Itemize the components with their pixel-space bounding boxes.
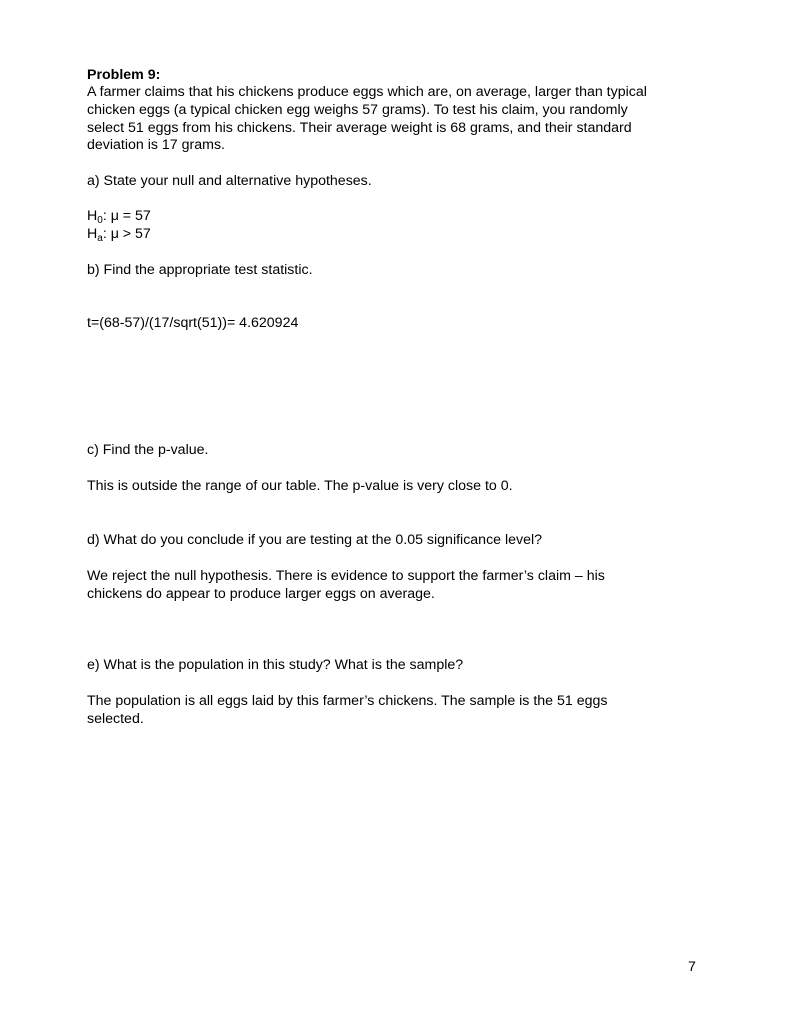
part-d-answer-line-2: chickens do appear to produce larger eggs on average.	[87, 586, 435, 602]
alternative-hypothesis-subscript: a	[97, 233, 103, 244]
part-b-answer: t=(68-57)/(17/sqrt(51))= 4.620924	[87, 315, 299, 331]
problem-intro-line-4: deviation is 17 grams.	[87, 137, 226, 153]
null-hypothesis-symbol: H	[87, 208, 98, 224]
part-a-question: a) State your null and alternative hypotheses.	[87, 173, 372, 189]
part-e-answer-line-2: selected.	[87, 711, 144, 727]
null-hypothesis-statement: : μ = 57	[102, 208, 151, 224]
problem-title: Problem 9:	[87, 67, 161, 83]
page-number: 7	[688, 959, 696, 975]
part-d-question: d) What do you conclude if you are testing at the 0.05 significance level?	[87, 532, 543, 548]
part-b-question: b) Find the appropriate test statistic.	[87, 262, 313, 278]
part-e-question: e) What is the population in this study? What is the sample?	[87, 657, 464, 673]
part-d-answer-line-1: We reject the null hypothesis. There is evidence to support the farmer’s claim – his	[87, 568, 605, 584]
alternative-hypothesis-symbol: H	[87, 226, 98, 242]
problem-intro-line-3: select 51 eggs from his chickens. Their average weight is 68 grams, and their standard	[87, 120, 632, 136]
part-c-answer: This is outside the range of our table. The p-value is very close to 0.	[87, 478, 513, 494]
problem-intro-line-2: chicken eggs (a typical chicken egg weighs 57 grams). To test his claim, you randomly	[87, 102, 628, 118]
part-c-question: c) Find the p-value.	[87, 442, 209, 458]
alternative-hypothesis	[87, 226, 151, 243]
null-hypothesis	[87, 208, 151, 225]
null-hypothesis-subscript: 0	[97, 215, 103, 226]
part-e-answer-line-1: The population is all eggs laid by this farmer’s chickens. The sample is the 51 eggs	[87, 693, 608, 709]
problem-intro-line-1: A farmer claims that his chickens produce eggs which are, on average, larger than typical	[87, 84, 647, 100]
alternative-hypothesis-statement: : μ > 57	[102, 226, 151, 242]
